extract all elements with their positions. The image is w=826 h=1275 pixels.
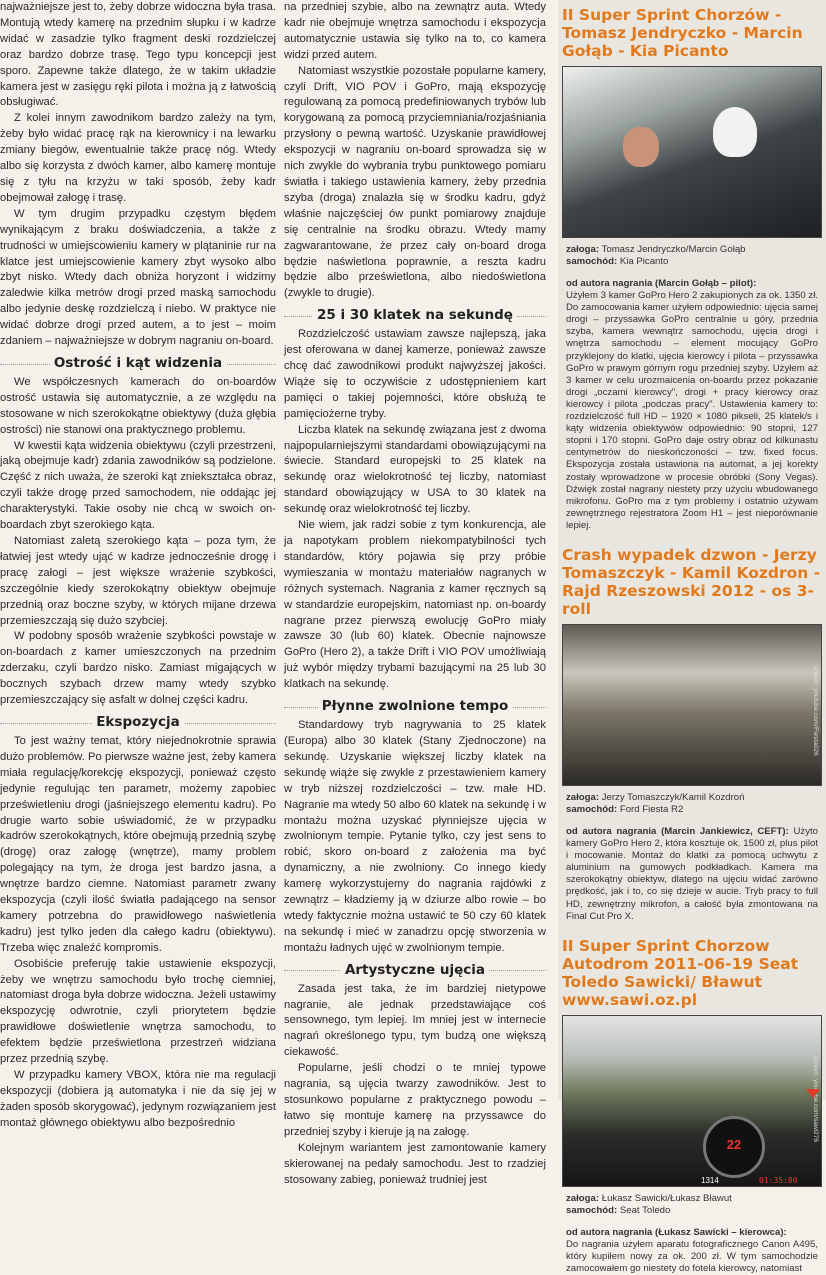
author-note xyxy=(566,278,818,532)
photo-credit: screen: youtube.com/sawi276 xyxy=(812,1055,819,1142)
heading-text: Ekspozycja xyxy=(92,714,184,730)
section-heading xyxy=(284,698,546,714)
crew-value: Łukasz Sawicki/Łukasz Bławut xyxy=(601,1192,732,1204)
paragraph: W tym drugim przypadku częstym błędem wynikającym z braku doświadczenia, a także z trudności w umiejscowieniu kamery w plątaninie rur na klatce jest umiejscowienie kamery zbyt wysoko albo zbyt nisko. Wtedy dach obniża horyzont i widzimy zaledwie kilka metrów drogi przed maską samochodu albo jedynie deskę rozdzielczą i niebo. W praktyce nie widać dobrze drogi przed autem, a to jest – moim zdaniem – najważniejsze w dobrym nagraniu on-board. xyxy=(0,207,276,348)
author-label: od autora nagrania (Marcin Jankiewicz, CEFT): xyxy=(566,825,789,837)
car-label: samochód: xyxy=(566,1204,618,1216)
heading-text: Płynne zwolnione tempo xyxy=(318,698,513,714)
photo-credit: screen: youtube.com/Fiesta026 xyxy=(812,664,819,756)
road-photo xyxy=(562,1015,822,1187)
heading-text: 25 i 30 klatek na sekundę xyxy=(313,307,517,323)
heading-text: Artystyczne ujęcia xyxy=(341,962,489,978)
next-page-arrow-icon xyxy=(806,1089,820,1098)
paragraph: na przedniej szybie, albo na zewnątrz auta. Wtedy kadr nie obejmuje wnętrza samochodu i ekspozycja automatycznie ustawia się tylko na to, co kamera widzi przed autem. xyxy=(284,1,546,61)
crew-value: Tomasz Jendryczko/Marcin Gołąb xyxy=(601,244,746,255)
section-heading xyxy=(0,714,276,730)
gauge-rpm: 1314 xyxy=(701,1175,719,1185)
video-title: II Super Sprint Chorzów - Tomasz Jendryczko - Marcin Gołąb - Kia Picanto xyxy=(562,6,803,60)
paragraph: Osobiście preferuję takie ustawienie ekspozycji, żeby we wnętrzu samochodu było trochę ciemniej, natomiast droga była dobrze widoczna. Jeżeli ustawimy ekspozycję odwrotnie, czyli priorytetem będzie prawidłowe doświetlenie wnętrza samochodu, to efektem będzie prześwietlona przestrzeń widziana przez przednią szybę. xyxy=(0,957,276,1066)
crew-label: załoga: xyxy=(566,791,600,803)
paragraph: W podobny sposób wrażenie szybkości powstaje w on-boardach z kamer umieszczonych na przednim zderzaku, czyli bardzo nisko. Zamiast migających w bocznych szybach drzew mamy wtedy szybko przemieszczający się asfalt w dolnej części kadru. xyxy=(0,630,276,707)
crew-value: Jerzy Tomaszczyk/Kamil Kozdroń xyxy=(601,791,745,803)
paragraph: Zasada jest taka, że im bardziej nietypowe nagranie, ale jednak przedstawiające coś sensownego, tym lepiej. Im mniej jest w internecie nagrań określonego typu, tym budzą one większą ciekawość. xyxy=(284,982,546,1059)
crash-photo xyxy=(562,624,822,786)
onboard-photo xyxy=(562,66,822,238)
column-1 xyxy=(0,0,276,1132)
car-label: samochód: xyxy=(566,256,618,267)
paragraph: najważniejsze jest to, żeby dobrze widoczna była trasa. Montują wtedy kamerę na przednim słupku i w kadrze widać w zasadzie tylko fragment deski rozdzielczej oraz bardzo dobrze trasę. Tego typu koncepcji jest sporo. Zapewne także dlatego, że w takim układzie kamera jest w zasięgu ręki pilota i można ją z łatwością obsługiwać. xyxy=(0,1,276,109)
helmet-image xyxy=(713,107,757,157)
paragraph: Popularne, jeśli chodzi o te mniej typowe nagrania, są ujęcia twarzy zawodników. Jest to stosunkowo popularne z praktycznego powodu – łatwo się montuje kamerę na przyssawce do przedniej szyby i kieruje ją na załogę. xyxy=(284,1062,546,1138)
gauge-time: 01:35:80 xyxy=(759,1175,798,1185)
car-value: Seat Toledo xyxy=(619,1204,671,1216)
author-text: Do nagrania użyłem aparatu fotograficznego Canon A495, który kupiłem nowy za ok. 200 zł. W tym samochodzie zamocowałem go niestety do fotela kierowcy, natomiast xyxy=(566,1238,818,1274)
car-label: samochód: xyxy=(566,803,618,815)
video-title: II Super Sprint Chorzow Autodrom 2011-06-19 Seat Toledo Sawicki/ Bławut www.sawi.oz.pl xyxy=(562,936,799,1009)
heading-text: Ostrość i kąt widzenia xyxy=(50,355,226,371)
author-note xyxy=(566,826,818,923)
speed-gauge xyxy=(703,1116,765,1178)
gauge-speed: 22 xyxy=(726,1136,742,1152)
section-heading xyxy=(0,355,276,371)
section-heading xyxy=(284,307,546,323)
author-note xyxy=(566,1227,818,1275)
paragraph: W kwestii kąta widzenia obiektywu (czyli przestrzeni, jaką obejmuje kadr) zdania zawodników są podzielone. Część z nich uważa, że szeroki kąt zniekształca obraz, czyli także drogę przed samochodem, nie oddając jej charakterystyki. Takie osoby nie chcą w swoich on-boardach zbyt szerokiego kąta. xyxy=(0,439,276,532)
crew-label: załoga: xyxy=(566,244,600,255)
photo-caption xyxy=(566,1193,818,1217)
car-value: Kia Picanto xyxy=(619,256,669,267)
author-text: Użyto kamery GoPro Hero 2, która kosztuje ok. 1500 zł, plus pilot i mocowanie. Montaż do klatki za pomocą uchwytu z aluminium na gumowych podkładkach. Kamera ma szerokokątny obiektyw, dlatego na ujęciu widać zarówno prędkość, jak i to, co się dzieje w aucie. Tryb pracy to full HD, zewnętrzny mikrofon, a całość była zmontowana na Final Cut Pro X. xyxy=(566,825,818,922)
crew-label: załoga: xyxy=(566,1192,600,1204)
paragraph: Z kolei innym zawodnikom bardzo zależy na tym, żeby było widać pracę rąk na kierownicy i na lewarku zmiany biegów, ewentualnie także pracę nóg. Wtedy albo się korzysta z dwóch kamer, albo kamerę montuje się z tyłu na krzyżu w taki sposób, żeby kadr obejmował załogę i trasę. xyxy=(0,112,276,204)
photo-caption xyxy=(566,792,818,816)
sidebar-videos xyxy=(558,0,826,1274)
driver-face-image xyxy=(623,127,659,167)
author-text: Użyłem 3 kamer GoPro Hero 2 zakupionych za ok. 1350 zł. Do zamocowania kamer użyłem odpowiednio: ujęcia samej drogi – przyssawka GoPro centralnie u góry, przednia szyba, kamera wewnątrz samochodu, ujęcia drogi i wnętrza samochodu – element mocujący GoPro przyklejony do klatki, ujęcia kierowcy i pilota – przyssawka GoPro w prawym górnym rogu przedniej szyby. Użyłem aż 3 kamer w celu urozmaicenia on-boardu przez pokazanie drogi „oczami kierowcy", drogi + pracy kierowcy oraz kierowcy i pilota „podczas pracy". Ustawienia kamery to: rozdzielczość full HD – 1920 × 1080 pikseli, 25 klatek/s i kąty widzenia obiektywów odpowiednio: 90 stopni, 127 stopni i 170 stopni. GoPro daje ostry obraz od kilkunastu centymetrów do nieskończoności – tzw. fixed focus. Ekspozycja została ustawiona na automat, a jej korekty zostały wprowadzone w procesie obróbki (Sony Vegas). Dźwięk został nagrany niestety przy użyciu wbudowanego mikrofonu. GoPro ma z tym problemy i ostatnio używam zewnętrznego rejestratora Zoom H1 – jest nieporównanie lepiej. xyxy=(566,290,818,531)
video-title: Crash wypadek dzwon - Jerzy Tomaszczyk - Kamil Kozdron - Rajd Rzeszowski 2012 - os 3- roll xyxy=(562,545,821,618)
column-2 xyxy=(284,0,546,1188)
paragraph: Natomiast zaletą szerokiego kąta – poza tym, że łatwiej jest wtedy ująć w kadrze jednocześnie drogę i pracę załogi – jest większe wrażenie szybkości, szczególnie kiedy szerokokątny obiektyw obejmuje przednią oraz boczne szyby, w których mijane drzewa przemieszczają się dużo szybciej. xyxy=(0,535,276,627)
paragraph: Nie wiem, jak radzi sobie z tym konkurencja, ale ja napotykam problem niekompatybilności tych standardów, który pojawia się przy próbie wymieszania w montażu materiałów nagranych w różnych systemach. Nagrania z kamer ręcznych są w standardzie europejskim, natomiast np. on-boardy nagrane przez pierwszą ewolucję GoPro miały zawsze 30 (lub 60) klatek. Obecnie najnowsze GoPro (Hero 2), a także Drift i VIO POV umożliwiają już wybór między trybami bazującymi na 25 lub 30 klatkach na sekundę. xyxy=(284,519,546,691)
paragraph: We współczesnych kamerach do on-boardów ostrość ustawia się automatycznie, a ze względu na stosowane w nich szerokokątne obiektywy (duża głębia ostrości) nie stanowi ona praktycznego problemu. xyxy=(0,375,276,436)
paragraph: Rozdzielczość ustawiam zawsze najlepszą, jaka jest oferowana w danej kamerze, ponieważ zawsze chcę dać zawodnikowi produkt najwyższej jakości. Wiąże się to oczywiście z udostępnieniem kart pamięci o takiej pojemności, które obsłużą te pamięciożerne tryby. xyxy=(284,328,546,420)
section-heading xyxy=(284,962,546,978)
paragraph: Liczba klatek na sekundę związana jest z dwoma najpopularniejszymi standardami obowiązującymi na świecie. Standard europejski to 25 klatek na sekundę oraz wielokrotność tej liczby, natomiast standard obowiązujący w USA to 30 klatek na sekundę oraz wielokrotność tej liczby. xyxy=(284,423,546,516)
paragraph: Natomiast wszystkie pozostałe popularne kamery, czyli Drift, VIO POV i GoPro, mają ekspozycję regulowaną za pomocą predefiniowanych trybów lub korygowaną za pomocą przyciemniania/rozjaśniania przysłony o pewną wartość. Uzyskanie prawidłowej ekspozycji w nagraniu on-board sprowadza się w nich zwykle do wybrania trybu punktowego pomiaru światła i takiego ustawienia kamery, żeby przednia szyba (droga) znalazła się w środku kadru, gdyż właśnie najczęściej ów punkt pomiarowy znajduje się centralnie na środku obrazu. Wtedy mamy zagwarantowane, że przez cały on-board droga będzie naświetlona poprawnie, a reszta kadru będzie albo prześwietlona, albo niedoświetlona (zwykle to drugie). xyxy=(284,64,546,300)
paragraph: W przypadku kamery VBOX, która nie ma regulacji ekspozycji (dobiera ją automatyka i nie da się jej w żaden sposób skorygować), jedynym rozwiązaniem jest montaż głównego obiektywu albo bezpośrednio xyxy=(0,1069,276,1129)
paragraph: To jest ważny temat, który niejednokrotnie sprawia dużo problemów. Po pierwsze ważne jest, żeby kamera miała regulację/korekcję ekspozycji, ponieważ często jedynie regulując ten parametr, możemy zapobiec prześwietleniu drogi (jaśniejszego elementu kadru). Po drugie warto sobie uświadomić, że w przypadku kadrów szerokokątnych, które obejmują przednią szybę (drogę) oraz załogę (wnętrze), mamy problem polegający na tym, że droga jest bardzo jasna, a wnętrze bardzo ciemne. Natomiast parametr zwany ekspozycja (czyli ilość światła padającego na sensor kamery potrzebna do prawidłowego naświetlenia kadru) jest tylko jeden dla całego kadru (obiektywu). Trzeba więc znaleźć kompromis. xyxy=(0,734,276,954)
photo-caption xyxy=(566,244,818,268)
paragraph: Standardowy tryb nagrywania to 25 klatek (Europa) albo 30 klatek (Stany Zjednoczone) na sekundę. Uzyskanie większej liczby klatek na sekundę wiąże się zwykle z przestawieniem kamery w tryb niższej rozdzielczości – tzw. małe HD. Nagranie ma wtedy 50 albo 60 klatek na sekundę i w montażu można uzyskać płynniejsze ujęcia w zwolnionym tempie. Pytanie tylko, czy jest sens to robić, skoro on-board z założenia ma być dynamiczny, a nie zwolniony. Co innego kiedy kamerę wykorzystujemy do nagrania rajdówki z zewnątrz – kładziemy ją w dziurze albo rowie – bo wtedy faktycznie można ustawić te 50 czy 60 klatek na sekundę i mieć w zanadrzu opcję stworzenia w montażu ładnych ujęć w zwolnionym tempie. xyxy=(284,719,546,954)
paragraph: Kolejnym wariantem jest zamontowanie kamery skierowanej na pedały samochodu. Jest to rzadziej stosowany zabieg, ponieważ trudniej jest xyxy=(284,1141,546,1186)
author-label: od autora nagrania (Marcin Gołąb – pilot): xyxy=(566,278,757,289)
car-value: Ford Fiesta R2 xyxy=(619,803,684,815)
author-label: od autora nagrania (Łukasz Sawicki – kierowca): xyxy=(566,1226,787,1238)
